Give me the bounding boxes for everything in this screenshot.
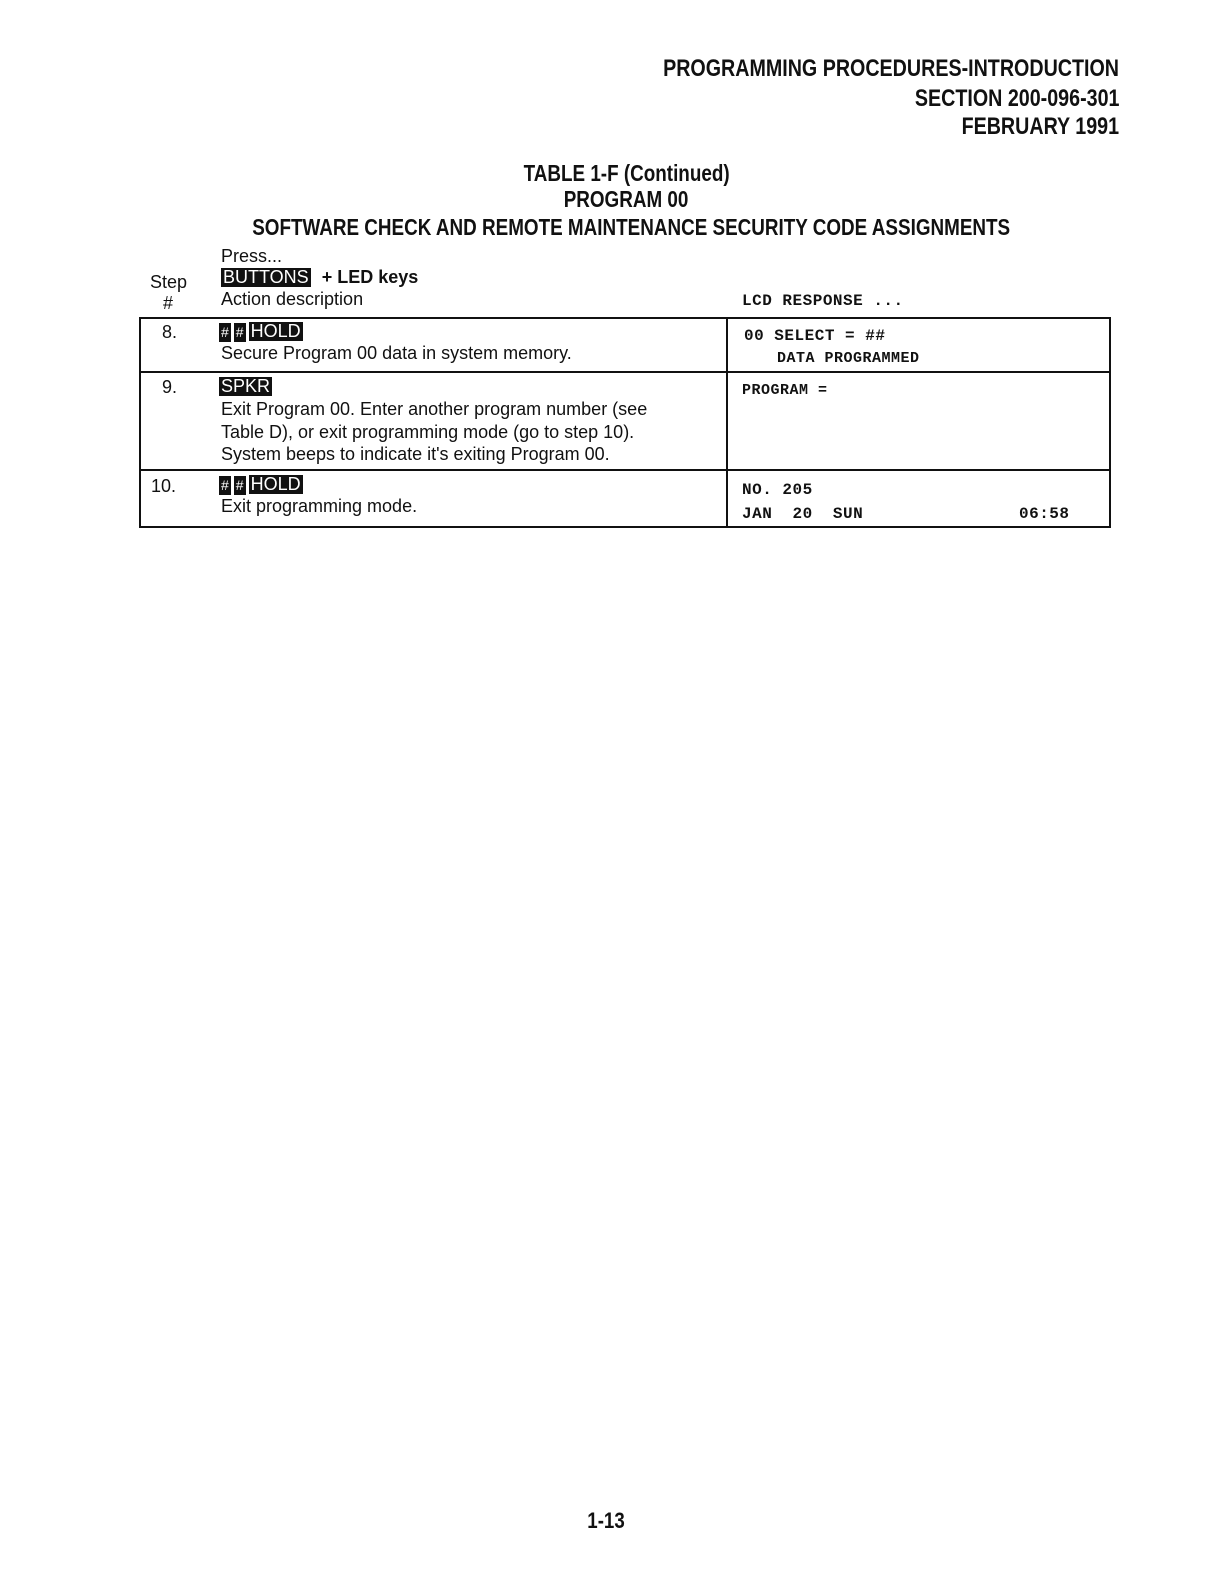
lcd-time: 06:58 [1019,505,1070,523]
action-description: Secure Program 00 data in system memory. [221,343,572,363]
column-divider [726,317,728,528]
hold-key: HOLD [250,474,301,494]
led-keys-label: + LED keys [321,267,419,287]
action-description: Exit programming mode. [221,496,418,516]
key-sequence [219,474,303,495]
document-header-title: PROGRAMMING PROCEDURES-INTRODUCTION [663,55,1119,82]
step-number: 10. [151,476,177,496]
lcd-line: NO. 205 [742,481,813,499]
document-date: FEBRUARY 1991 [961,113,1119,140]
press-label: Press... [221,246,283,266]
step-number: 8. [162,322,178,342]
action-description: System beeps to indicate it's exiting Program 00. [221,444,610,464]
action-header: Action description [221,289,364,309]
lcd-line: JAN 20 SUN [742,505,864,523]
buttons-key-sample: BUTTONS [223,267,309,287]
hold-key: HOLD [250,321,301,341]
hash-key-icon: # [221,324,229,340]
key-sequence [219,321,303,342]
lcd-line: 00 SELECT = ## [744,327,886,345]
step-header: Step [150,272,188,292]
hash-key-icon: # [221,477,229,493]
program-title: PROGRAM 00 [564,186,689,212]
row-divider [139,469,1111,471]
number-sign-header: # [163,293,174,313]
lcd-line: PROGRAM = [742,382,828,399]
buttons-header [221,267,418,288]
hash-key-icon: # [235,477,244,493]
table-subtitle: SOFTWARE CHECK AND REMOTE MAINTENANCE SECURITY CODE ASSIGNMENTS [252,214,1011,240]
table-title: TABLE 1-F (Continued) [523,160,730,186]
action-description: Table D), or exit programming mode (go to step 10). [221,422,635,442]
lcd-response-header: LCD RESPONSE ... [742,292,904,310]
document-section-number: SECTION 200-096-301 [914,85,1119,112]
action-description: Exit Program 00. Enter another program number (see [221,399,648,419]
lcd-line: DATA PROGRAMMED [777,350,920,367]
step-number: 9. [162,377,178,397]
spkr-key: SPKR [221,376,271,396]
key-sequence [219,376,272,397]
row-divider [139,371,1111,373]
hash-key-icon: # [235,324,244,340]
page-number: 1-13 [587,1508,626,1533]
